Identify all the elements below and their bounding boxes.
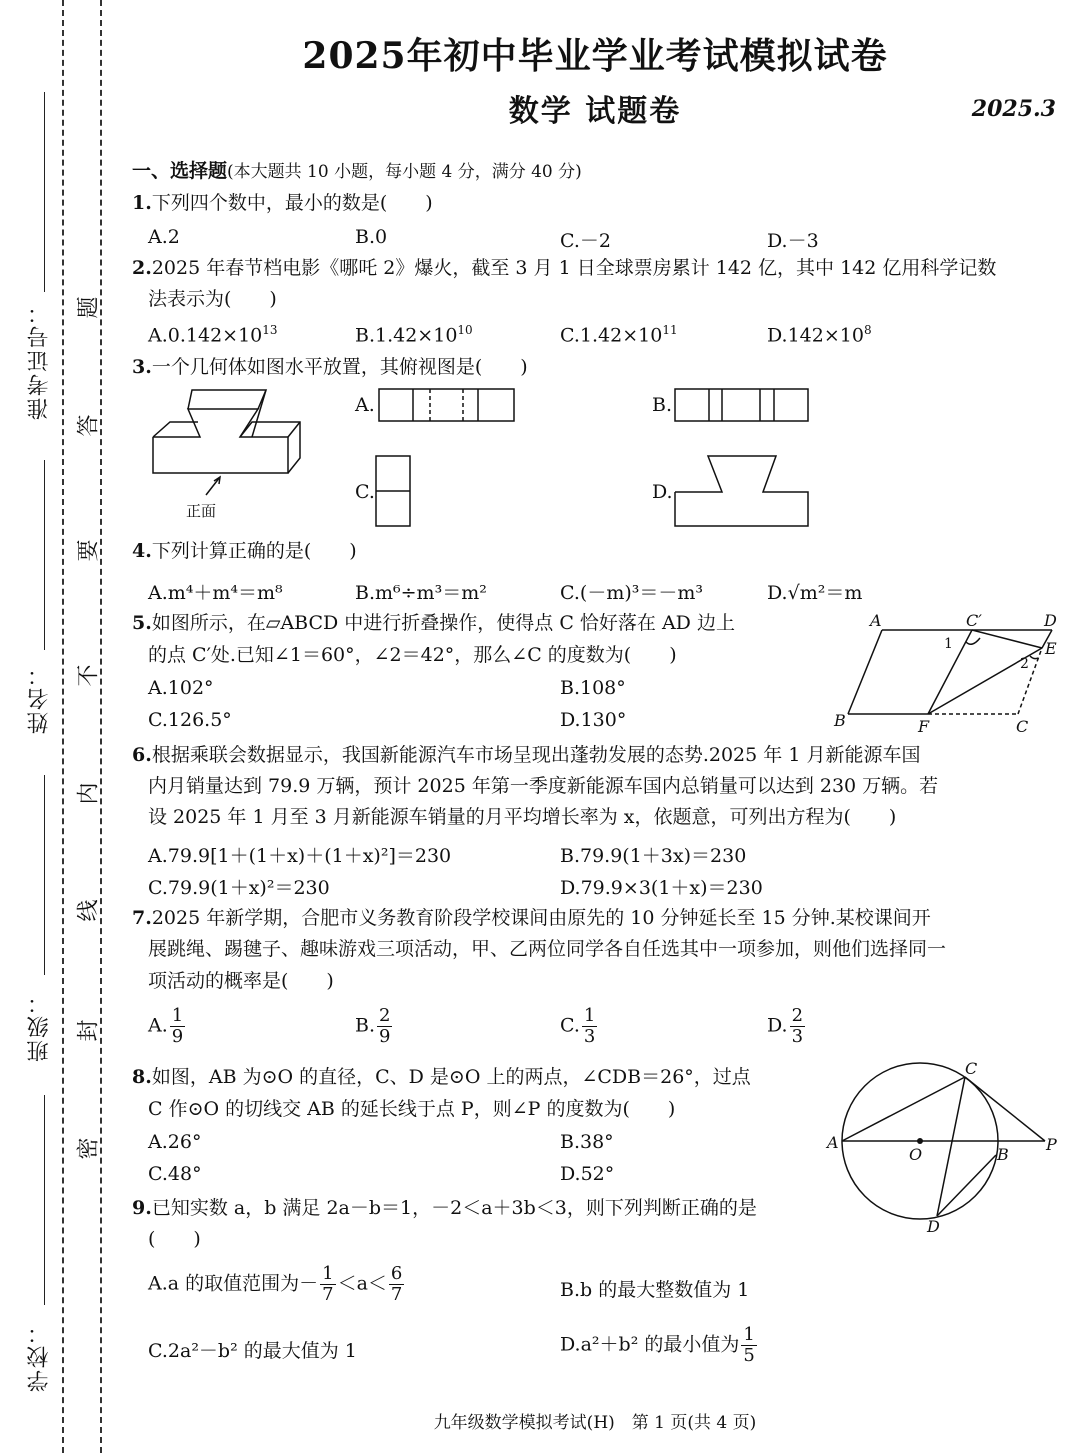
- q2-option-a-text: A.0.142×10: [148, 324, 263, 347]
- q5-label-D: D: [1044, 611, 1057, 630]
- q7-option-b[interactable]: [355, 1006, 394, 1047]
- q8-label-A: A: [827, 1133, 839, 1152]
- q5-option-a[interactable]: A.102°: [148, 677, 214, 699]
- q4-stem: [132, 536, 357, 566]
- q4-number: 4.: [132, 540, 152, 562]
- q3-option-d-label[interactable]: D.: [652, 481, 673, 503]
- q9-text-1: 已知实数 a，b 满足 2a－b＝1，－2＜a＋3b＜3，则下列判断正确的是: [151, 1197, 757, 1219]
- q9-a-denominator-2: 7: [390, 1284, 403, 1305]
- q5-label-B: B: [834, 711, 846, 730]
- q5-angle-1: 1: [944, 636, 953, 652]
- q3-solid-figure: [148, 385, 308, 525]
- seal-char-bu: 不: [76, 664, 102, 687]
- q7-b-denominator: 9: [379, 1026, 391, 1047]
- q3-option-c-figure[interactable]: [375, 455, 415, 530]
- q2-option-a-exp: 13: [262, 323, 278, 337]
- q1-option-d[interactable]: D.－3: [767, 230, 819, 252]
- q7-option-d[interactable]: [767, 1006, 807, 1047]
- q6-text-1: 根据乘联会数据显示，我国新能源汽车市场呈现出蓬勃发展的态势.2025 年 1 月新能源车国: [151, 744, 921, 766]
- q3-option-b-label[interactable]: B.: [652, 394, 673, 416]
- q9-option-a-pre: A.a 的取值范围为－: [148, 1272, 319, 1295]
- q5-label-C: C: [1016, 717, 1029, 736]
- q9-a-numerator-2: 6: [390, 1263, 403, 1284]
- q5-text-1: 如图所示，在▱ABCD 中进行折叠操作，使得点 C 恰好落在 AD 边上: [151, 612, 735, 634]
- q4-option-a[interactable]: A.m⁴＋m⁴＝m⁸: [148, 582, 283, 604]
- q5-angle-2: 2: [1020, 656, 1029, 672]
- q9-option-c[interactable]: C.2a²－b² 的最大值为 1: [148, 1340, 357, 1362]
- q5-stem-line2: 的点 C′处.已知∠1＝60°，∠2＝42°，那么∠C 的度数为( ): [148, 644, 677, 666]
- page-footer: 九年级数学模拟考试(H) 第 1 页(共 4 页): [433, 1413, 757, 1433]
- q9-d-numerator: 1: [743, 1324, 755, 1345]
- q9-option-a-fraction-1: [320, 1264, 335, 1305]
- q5-number: 5.: [132, 612, 152, 634]
- q9-a-denominator-1: 7: [322, 1284, 334, 1305]
- seal-char-xian: 线: [76, 899, 102, 922]
- q9-option-b[interactable]: B.b 的最大整数值为 1: [560, 1279, 750, 1301]
- section-heading: [132, 156, 582, 187]
- q7-option-c-fraction: [582, 1006, 597, 1047]
- class-label: 班级：: [27, 990, 52, 1062]
- q6-option-c[interactable]: C.79.9(1＋x)²＝230: [148, 877, 330, 899]
- q3-text: 一个几何体如图水平放置，其俯视图是( ): [151, 356, 528, 378]
- q3-stem: [132, 352, 528, 382]
- q5-label-F: F: [918, 717, 930, 736]
- q4-option-d[interactable]: D.√m²＝m: [767, 582, 863, 604]
- q7-d-numerator: 2: [791, 1005, 804, 1026]
- q7-b-numerator: 2: [379, 1005, 391, 1026]
- q2-option-c[interactable]: [560, 323, 678, 346]
- q8-option-d[interactable]: D.52°: [560, 1163, 615, 1185]
- q2-stem-line2: 法表示为( ): [148, 288, 277, 310]
- exam-date: 2025.3: [971, 96, 1056, 122]
- q7-option-a-label: A.: [148, 1014, 168, 1037]
- q9-stem-line2: ( ): [148, 1228, 201, 1250]
- q9-option-a-mid: ＜a＜: [337, 1272, 387, 1295]
- q5-parallelogram-figure: [830, 608, 1070, 738]
- q6-stem-line3: 设 2025 年 1 月至 3 月新能源车销量的月平均增长率为 x，依题意，可列出方程为( ): [148, 806, 897, 828]
- q3-number: 3.: [132, 356, 152, 378]
- q8-label-O: O: [909, 1145, 923, 1164]
- q9-option-a-fraction-2: [389, 1264, 404, 1305]
- q3-option-a-label[interactable]: A.: [355, 394, 375, 416]
- q5-option-d[interactable]: D.130°: [560, 709, 627, 731]
- q3-option-d-figure[interactable]: [674, 454, 814, 529]
- q2-option-d-exp: 8: [863, 323, 872, 337]
- q1-option-b[interactable]: B.0: [355, 226, 388, 248]
- q2-option-b-exp: 10: [457, 323, 473, 337]
- q2-option-a[interactable]: [148, 323, 278, 346]
- q2-option-d-text: D.142×10: [767, 324, 864, 347]
- q7-option-b-fraction: [377, 1006, 392, 1047]
- q1-option-c[interactable]: C.－2: [560, 230, 611, 252]
- q2-option-c-exp: 11: [662, 323, 678, 337]
- class-blank[interactable]: [44, 775, 45, 975]
- q7-c-numerator: 1: [583, 1005, 596, 1026]
- q8-option-a[interactable]: A.26°: [148, 1131, 202, 1153]
- q9-stem-line1: [132, 1193, 757, 1223]
- q2-stem-line1: [132, 253, 996, 283]
- q9-number: 9.: [132, 1197, 152, 1219]
- q5-option-b[interactable]: B.108°: [560, 677, 626, 699]
- q9-d-denominator: 5: [743, 1345, 755, 1366]
- q8-option-c[interactable]: C.48°: [148, 1163, 202, 1185]
- q2-option-d[interactable]: [767, 323, 872, 346]
- q1-text: 下列四个数中，最小的数是( ): [151, 192, 433, 214]
- q8-label-P: P: [1046, 1135, 1057, 1154]
- seal-char-mi: 密: [76, 1137, 102, 1160]
- q3-option-c-label[interactable]: C.: [355, 481, 375, 503]
- school-label: 学校：: [27, 1320, 52, 1392]
- q3-option-a-figure[interactable]: [378, 388, 518, 424]
- q7-a-denominator: 9: [171, 1026, 184, 1047]
- q8-label-D: D: [927, 1217, 940, 1236]
- q8-text-1: 如图，AB 为⊙O 的直径，C、D 是⊙O 上的两点，∠CDB＝26°，过点: [151, 1066, 751, 1088]
- seal-char-da: 答: [76, 414, 102, 437]
- q8-circle-figure: [825, 1059, 1065, 1242]
- q1-number: 1.: [132, 192, 152, 214]
- q7-option-c-label: C.: [560, 1014, 580, 1037]
- q2-option-c-text: C.1.42×10: [560, 324, 663, 347]
- margin-dashed-line-left: [62, 0, 64, 1453]
- q7-option-a[interactable]: [148, 1006, 187, 1047]
- q5-label-Cprime: C′: [966, 611, 982, 630]
- margin-dashed-line-right: [100, 0, 102, 1453]
- q7-d-denominator: 3: [791, 1026, 804, 1047]
- q1-stem: [132, 188, 433, 218]
- q8-stem-line2: C 作⊙O 的切线交 AB 的延长线于点 P，则∠P 的度数为( ): [148, 1098, 676, 1120]
- q4-option-c[interactable]: C.(－m)³＝－m³: [560, 582, 703, 604]
- q5-label-E: E: [1045, 639, 1057, 658]
- q8-number: 8.: [132, 1066, 152, 1088]
- q8-label-B: B: [997, 1145, 1009, 1164]
- q7-stem-line2: 展跳绳、踢毽子、趣味游戏三项活动，甲、乙两位同学各自任选其中一项参加，则他们选择同一: [148, 938, 947, 960]
- q7-option-d-label: D.: [767, 1014, 788, 1037]
- q2-option-b-text: B.1.42×10: [355, 324, 458, 347]
- q6-stem-line1: [132, 740, 920, 770]
- seal-char-ti: 题: [76, 296, 102, 319]
- page-subtitle: 数学 试题卷: [508, 94, 682, 129]
- q2-option-b[interactable]: [355, 323, 473, 346]
- seal-char-nei: 内: [76, 782, 102, 805]
- q7-a-numerator: 1: [171, 1005, 184, 1026]
- q7-stem-line1: [132, 903, 931, 933]
- seal-char-feng: 封: [76, 1019, 102, 1042]
- q5-label-A: A: [870, 611, 882, 630]
- q6-stem-line2: 内月销量达到 79.9 万辆，预计 2025 年第一季度新能源车国内总销量可以达到 230 万辆。若: [148, 775, 939, 797]
- q3-option-b-figure[interactable]: [674, 388, 814, 424]
- q8-label-C: C: [965, 1059, 978, 1078]
- q6-number: 6.: [132, 744, 152, 766]
- q9-option-d-fraction: [741, 1325, 756, 1366]
- q4-text: 下列计算正确的是( ): [151, 540, 357, 562]
- q7-text-1: 2025 年新学期，合肥市义务教育阶段学校课间由原先的 10 分钟延长至 15 分钟.某校课间开: [151, 907, 931, 929]
- q9-a-numerator-1: 1: [322, 1263, 334, 1284]
- q9-option-d-pre: D.a²＋b² 的最小值为: [560, 1333, 740, 1356]
- q5-option-c[interactable]: C.126.5°: [148, 709, 232, 731]
- q2-number: 2.: [132, 257, 152, 279]
- admission-number-label: 准考证号：: [27, 300, 52, 420]
- seal-char-yao: 要: [76, 539, 102, 562]
- q7-option-a-fraction: [170, 1006, 185, 1047]
- q7-stem-line3: 项活动的概率是( ): [148, 970, 334, 992]
- section-heading-note: (本大题共 10 小题，每小题 4 分，满分 40 分): [227, 162, 582, 182]
- page-title: 2025年初中毕业学业考试模拟试卷: [302, 35, 888, 77]
- q5-stem-line1: [132, 608, 735, 638]
- q3-front-label: 正面: [186, 502, 217, 520]
- section-heading-title: 一、选择题: [132, 160, 228, 182]
- q7-number: 7.: [132, 907, 152, 929]
- school-blank[interactable]: [44, 1095, 45, 1305]
- q7-option-b-label: B.: [355, 1014, 376, 1037]
- name-label: 姓名：: [27, 662, 52, 734]
- q4-option-b[interactable]: B.m⁶÷m³＝m²: [355, 582, 487, 604]
- q9-option-a[interactable]: [148, 1264, 406, 1305]
- q7-option-c[interactable]: [560, 1006, 599, 1047]
- q2-text-1: 2025 年春节档电影《哪吒 2》爆火，截至 3 月 1 日全球票房累计 142 亿，其中 142 亿用科学记数: [151, 257, 997, 279]
- q9-option-d[interactable]: [560, 1325, 759, 1366]
- q6-option-b[interactable]: B.79.9(1＋3x)＝230: [560, 845, 747, 867]
- q8-stem-line1: [132, 1062, 751, 1092]
- q7-option-d-fraction: [790, 1006, 805, 1047]
- q7-c-denominator: 3: [583, 1026, 596, 1047]
- q1-option-a[interactable]: A.2: [148, 226, 180, 248]
- admission-number-blank-2[interactable]: [44, 460, 45, 650]
- q6-option-a[interactable]: A.79.9[1＋(1＋x)＋(1＋x)²]＝230: [148, 845, 452, 867]
- q6-option-d[interactable]: D.79.9×3(1＋x)＝230: [560, 877, 763, 899]
- q8-option-b[interactable]: B.38°: [560, 1131, 614, 1153]
